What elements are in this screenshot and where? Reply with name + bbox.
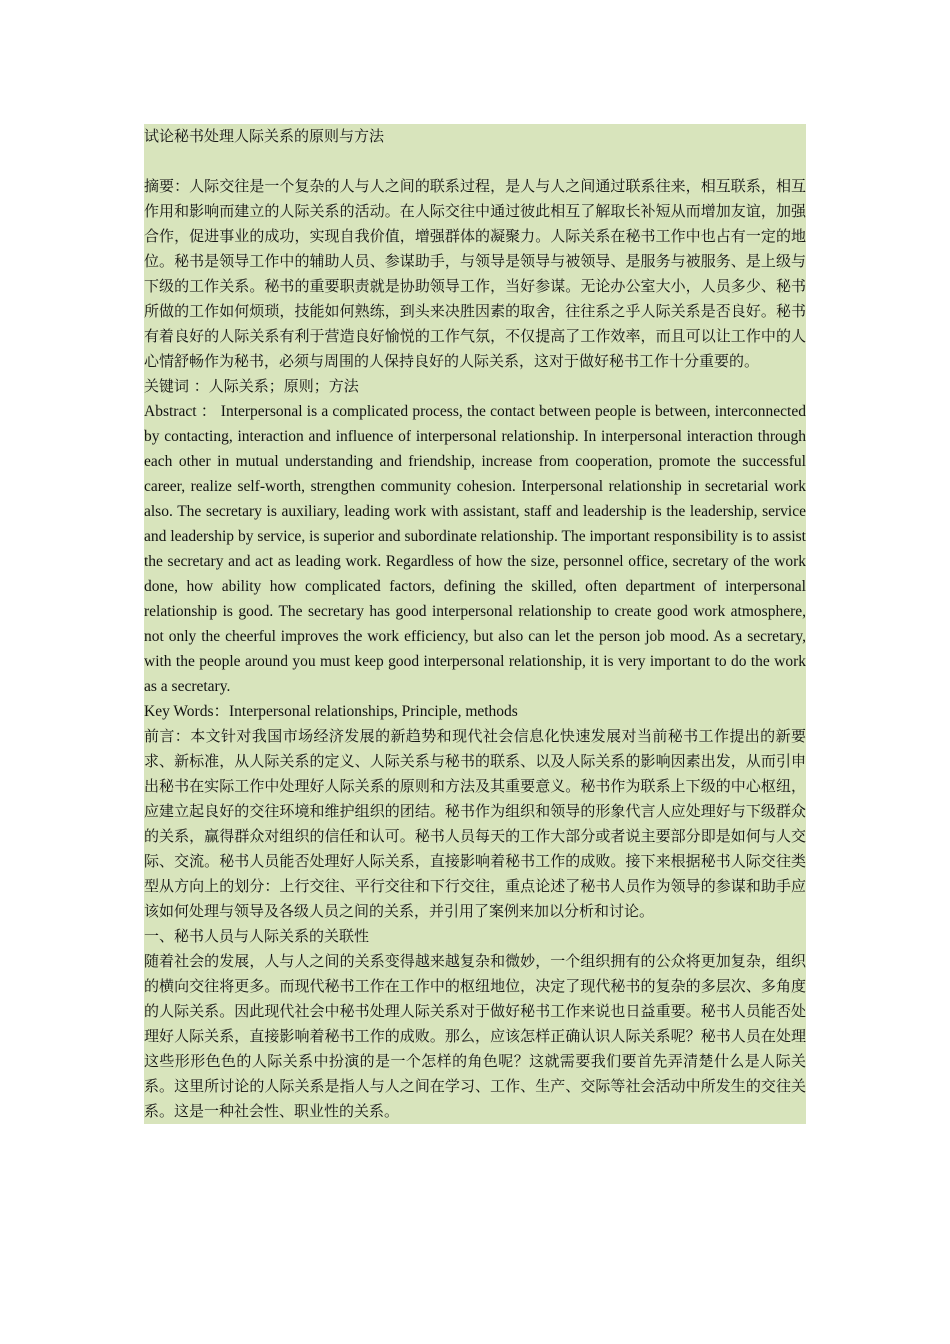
document-title: 试论秘书处理人际关系的原则与方法 [144, 127, 385, 145]
blank-line [144, 149, 806, 174]
keywords-english: Key Words：Interpersonal relationships, Principle, methods [144, 703, 518, 720]
preface-paragraph: 前言：本文针对我国市场经济发展的新趋势和现代社会信息化快速发展对当前秘书工作提出的新要求、新标准，从人际关系的定义、人际关系与秘书的联系、以及人际关系的影响因素出发，从而引申出秘书在实际工作中处理好人际关系的原则和方法及其重要意义。秘书作为联系上下级的中心枢纽，应建立起良好的交往环境和维护组织的团结。秘书作为组织和领导的形象代言人应处理好与下级群众的关系，赢得群众对组织的信任和认可。秘书人员每天的工作大部分或者说主要部分即是如何与人交际、交流。秘书人员能否处理好人际关系，直接影响着秘书工作的成败。接下来根据秘书人际交往类型从方向上的划分：上行交往、平行交往和下行交往，重点论述了秘书人员作为领导的参谋和助手应该如何处理与领导及各级人员之间的关系，并引用了案例来加以分析和讨论。 [144, 727, 806, 920]
document-body [144, 124, 806, 1124]
section-body: 随着社会的发展，人与人之间的关系变得越来越复杂和微妙，一个组织拥有的公众将更加复杂，组织的横向交往将更多。而现代秘书工作在工作中的枢纽地位，决定了现代秘书的复杂的多层次、多角度的人际关系。因此现代社会中秘书处理人际关系对于做好秘书工作来说也日益重要。秘书人员能否处理好人际关系，直接影响着秘书工作的成败。那么，应该怎样正确认识人际关系呢？秘书人员在处理这些形形色色的人际关系中扮演的是一个怎样的角色呢？这就需要我们要首先弄清楚什么是人际关系。这里所讨论的人际关系是指人与人之间在学习、工作、生产、交际等社会活动中所发生的交往关系。这是一种社会性、职业性的关系。 [144, 952, 806, 1120]
section-heading: 一、秘书人员与人际关系的关联性 [144, 927, 370, 945]
abstract-english: Abstract ： Interpersonal is a complicated process, the contact between people is between, interconnected by contacting, interaction and influence of interpersonal relationship. In interpersonal interaction through each other in mutual understanding and friendship, increase from cooperation, promote the successful career, realize self-worth, strengthen community cohesion. Interpersonal relationship in secretarial work also. The secretary is auxiliary, leading work with assistant, staff and leadership is the leadership, service and leadership by service, is superior and subordinate relationship. The important responsibility is to assist the secretary and act as leading work. Regardless of how the size, personnel office, secretary of the work done, how ability how complicated factors, defining the skilled, often department of interpersonal relationship is good. The secretary has good interpersonal relationship to create good work atmosphere, not only the cheerful improves the work efficiency, but also can let the person job mood. As a secretary, with the people around you must keep good interpersonal relationship, it is very important to do the work as a secretary. [144, 403, 806, 695]
keywords-chinese: 关键词 ：人际关系；原则；方法 [144, 377, 359, 395]
abstract-chinese: 摘要：人际交往是一个复杂的人与人之间的联系过程，是人与人之间通过联系往来，相互联系，相互作用和影响而建立的人际关系的活动。在人际交往中通过彼此相互了解取长补短从而增加友谊，加强合作，促进事业的成功，实现自我价值，增强群体的凝聚力。人际关系在秘书工作中也占有一定的地位。秘书是领导工作中的辅助人员、参谋助手，与领导是领导与被领导、是服务与被服务、是上级与下级的工作关系。秘书的重要职责就是协助领导工作，当好参谋。无论办公室大小，人员多少、秘书所做的工作如何烦琐，技能如何熟练，到头来决胜因素的取舍，往往系之乎人际关系是否良好。秘书有着良好的人际关系有利于营造良好愉悦的工作气氛，不仅提高了工作效率，而且可以让工作中的人心情舒畅作为秘书，必须与周围的人保持良好的人际关系，这对于做好秘书工作十分重要的。 [144, 177, 806, 370]
